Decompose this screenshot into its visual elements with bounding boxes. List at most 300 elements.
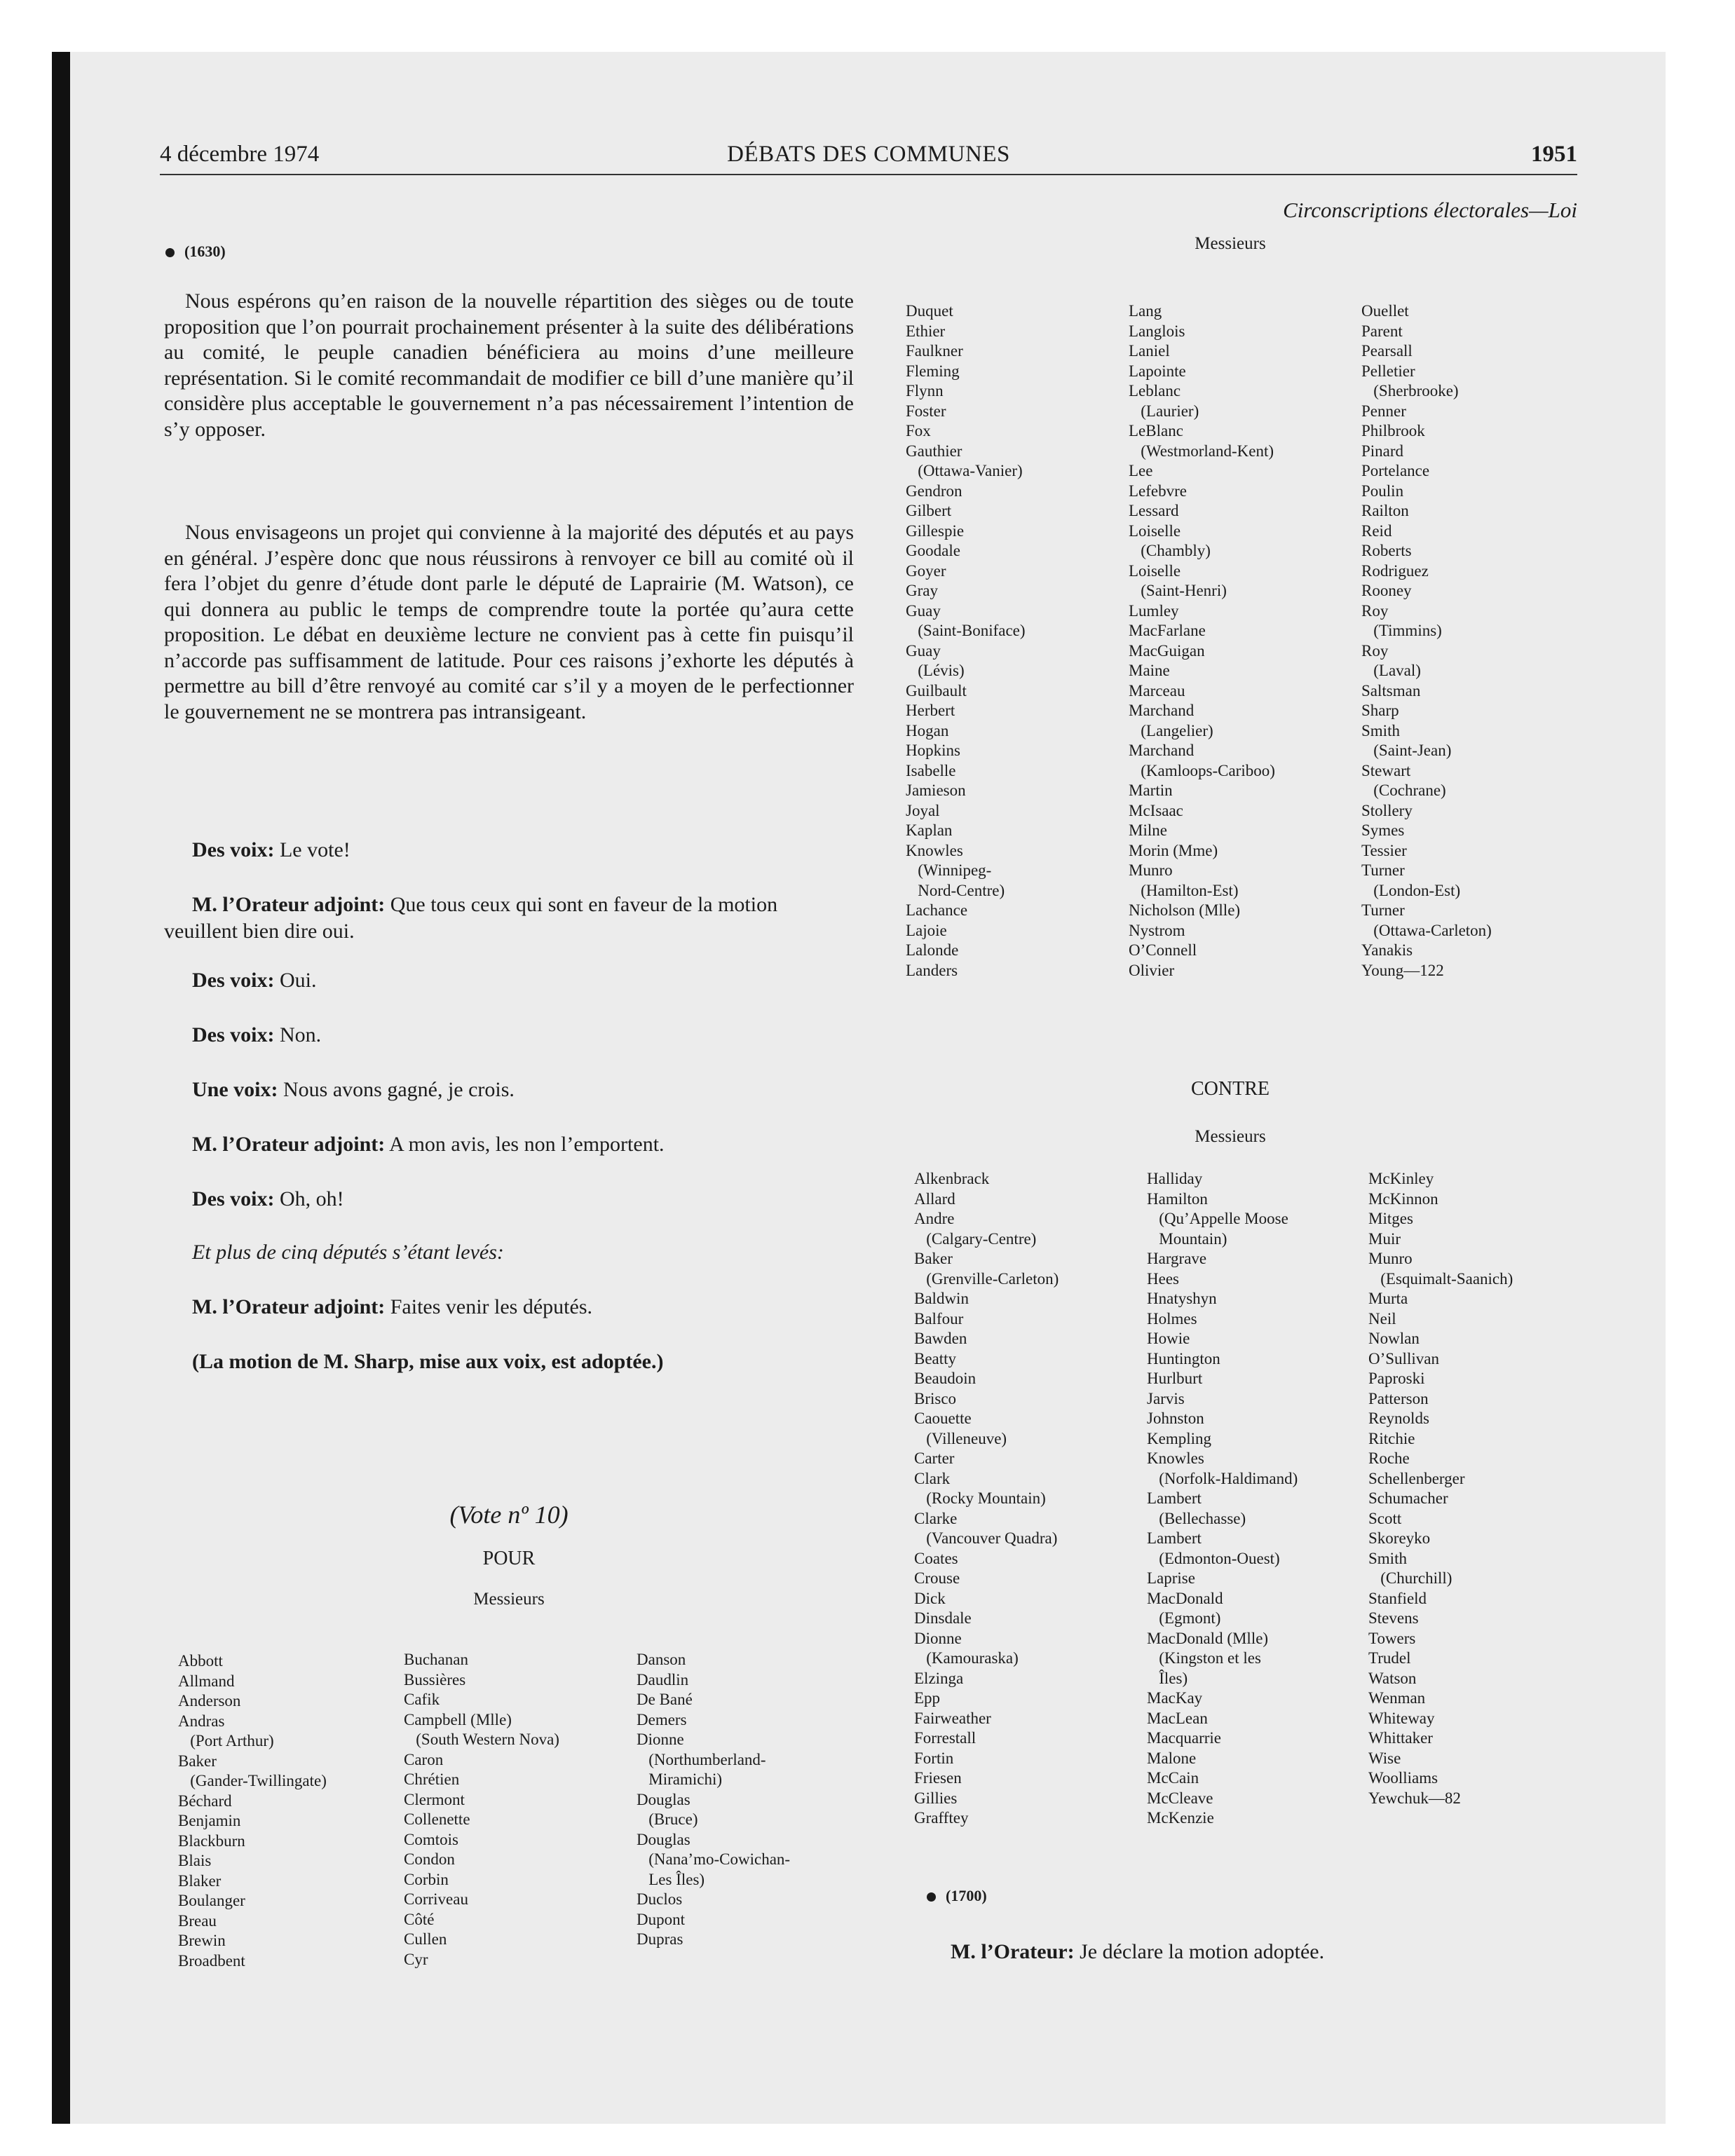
member-name: Duclos	[637, 1890, 683, 1908]
member-name: Bawden	[914, 1330, 967, 1347]
member-name: Les Îles)	[637, 1870, 705, 1888]
member-name: (Esquimalt-Saanich)	[1368, 1269, 1513, 1288]
member-name: (Saint-Henri)	[1129, 582, 1227, 599]
member-name: Andras	[178, 1712, 225, 1730]
paragraph-1: Nous espérons qu’en raison de la nouvelle répartition des sièges ou de toute proposition que l’on pourrait prochainement présenter à la suite des délibérations au comité, le peuple canadien bénéficiera au moins d’une meilleure représentation. Si le comité recommandait de modifier ce bill d’une manière qu’il considère plus acceptable le gouvernement n’a pas nécessairement l’intention de s’y opposer.	[164, 289, 854, 441]
member-name: LeBlanc	[1129, 422, 1183, 439]
member-name: Philbrook	[1361, 422, 1425, 439]
member-name: Baker	[178, 1752, 217, 1770]
member-name: Goodale	[906, 542, 960, 559]
member-name: Stanfield	[1368, 1589, 1427, 1607]
member-name: O’Sullivan	[1368, 1349, 1439, 1367]
member-name: Anderson	[178, 1692, 241, 1710]
member-name: (Sherbrooke)	[1361, 382, 1459, 400]
member-name: Roy	[1361, 601, 1389, 620]
member-name: Andre	[914, 1210, 955, 1227]
pour-label: POUR	[482, 1548, 536, 1569]
member-name: Douglas	[637, 1790, 690, 1808]
member-name: Landers	[906, 961, 958, 979]
member-name: (Saint-Boniface)	[906, 622, 1026, 639]
header-date: 4 décembre 1974	[160, 142, 320, 167]
speaker: M. l’Orateur adjoint:	[192, 1295, 386, 1318]
member-name: Scott	[1368, 1509, 1402, 1527]
bullet-icon	[927, 1892, 936, 1902]
member-name: Dupras	[637, 1930, 683, 1948]
member-name: Young—122	[1361, 961, 1444, 979]
member-name: Nystrom	[1129, 921, 1185, 939]
member-name: Chrétien	[404, 1770, 460, 1788]
member-name: Munro	[1129, 861, 1173, 879]
member-name: Grafftey	[914, 1809, 969, 1827]
member-name: Paproski	[1368, 1370, 1425, 1387]
member-name: Roberts	[1361, 542, 1412, 559]
member-name: (Hamilton-Est)	[1129, 881, 1239, 899]
member-name: Jamieson	[906, 782, 966, 799]
exchange-2	[164, 892, 854, 945]
member-name: Poulin	[1361, 482, 1404, 500]
member-name: Loiselle	[1129, 521, 1181, 540]
member-name: MacFarlane	[1129, 622, 1206, 639]
member-name: Dinsdale	[914, 1609, 972, 1627]
member-name: Holmes	[1147, 1309, 1197, 1328]
member-name: Laprise	[1147, 1569, 1195, 1587]
member-name: Isabelle	[906, 761, 956, 779]
speech-text: A mon avis, les non l’emportent.	[385, 1133, 665, 1156]
member-name: Baldwin	[914, 1290, 969, 1307]
member-name: Smith	[1361, 721, 1400, 739]
paragraph-2: Nous envisageons un projet qui convienne à la majorité des députés et au pays en général. J’espère donc que nous réussirons à renvoyer ce bill au comité où il fera l’objet du genre d’étude dont parle le député de Laprairie (M. Watson), ce qui donnera au public le temps de comprendre toute la portée qu’aura cette proposition. Le débat en deuxième lecture ne convient pas à cette fin puisqu’il n’accorde pas suffisamment de latitude. Pour ces raisons j’exhorte les députés à permettre au bill d’être renvoyé au comité car s’il y a moyen de le perfectionner le gouvernement ne se montrera pas intransigeant.	[164, 521, 854, 723]
member-name: Buchanan	[404, 1651, 468, 1668]
speaker: M. l’Orateur adjoint:	[192, 1133, 386, 1156]
member-name: (South Western Nova)	[404, 1731, 559, 1748]
member-name: Penner	[1361, 402, 1406, 420]
member-name: Côté	[404, 1910, 435, 1928]
timestamp-text: (1630)	[184, 243, 226, 260]
pour-names-col3	[637, 1650, 790, 1950]
member-name: Langlois	[1129, 322, 1185, 340]
pour-names-col4	[906, 301, 1026, 981]
member-name: Brewin	[178, 1932, 226, 1949]
member-name: Fleming	[906, 362, 960, 380]
member-name: Fox	[906, 422, 931, 439]
member-name: Lessard	[1129, 502, 1179, 519]
stage-direction-text: Et plus de cinq députés s’étant levés:	[192, 1241, 504, 1264]
member-name: (London-Est)	[1361, 881, 1461, 899]
member-name: (Langelier)	[1129, 721, 1213, 739]
member-name: Guay	[906, 601, 941, 620]
member-name: (Villeneuve)	[914, 1429, 1007, 1447]
member-name: Lumley	[1129, 601, 1179, 620]
member-name: Guilbault	[906, 681, 967, 700]
speaker: M. l’Orateur:	[951, 1940, 1075, 1963]
member-name: Railton	[1361, 502, 1409, 519]
member-name: Gillies	[914, 1789, 958, 1807]
member-name: (Ottawa-Vanier)	[906, 462, 1023, 479]
member-name: (Nana’mo-Cowichan-	[637, 1850, 791, 1868]
member-name: Maine	[1129, 662, 1170, 679]
member-name: Watson	[1368, 1669, 1417, 1687]
member-name: Saltsman	[1361, 681, 1421, 700]
member-name: Danson	[637, 1651, 686, 1668]
pour-names-col6	[1361, 301, 1492, 981]
member-name: Portelance	[1361, 462, 1430, 479]
exchange-5	[164, 1077, 854, 1103]
member-name: (Timmins)	[1361, 622, 1442, 639]
member-name: Forrestall	[914, 1729, 977, 1747]
member-name: Trudel	[1368, 1649, 1411, 1667]
member-name: Lapointe	[1129, 362, 1186, 380]
member-name: (Vancouver Quadra)	[914, 1529, 1058, 1547]
member-name: (Kamouraska)	[914, 1649, 1019, 1667]
header-title: DÉBATS DES COMMUNES	[727, 142, 1010, 167]
member-name: Lambert	[1147, 1489, 1202, 1507]
member-name: Lalonde	[906, 941, 959, 959]
member-name: Turner	[1361, 861, 1405, 879]
member-name: Reid	[1361, 521, 1392, 540]
member-name: Clermont	[404, 1790, 465, 1808]
member-name: Leblanc	[1129, 382, 1181, 400]
member-name: Caron	[404, 1750, 444, 1768]
page-header	[160, 142, 1577, 175]
member-name: (Winnipeg-	[906, 861, 992, 879]
header-rule	[160, 174, 1577, 175]
member-name: Smith	[1368, 1549, 1407, 1567]
member-name: Crouse	[914, 1569, 960, 1587]
member-name: MacKay	[1147, 1689, 1203, 1707]
member-name: Schellenberger	[1368, 1469, 1465, 1487]
member-name: (Gander-Twillingate)	[178, 1772, 327, 1789]
member-name: (Kamloops-Cariboo)	[1129, 761, 1275, 779]
member-name: Friesen	[914, 1769, 962, 1787]
timestamp-1700	[927, 1887, 987, 1905]
member-name: Dick	[914, 1589, 946, 1607]
member-name: Lefebvre	[1129, 482, 1187, 500]
member-name: Allmand	[178, 1672, 235, 1690]
member-name: Neil	[1368, 1309, 1396, 1328]
timestamp-1630	[165, 243, 226, 261]
exchange-7	[164, 1186, 854, 1213]
member-name: Hurlburt	[1147, 1370, 1203, 1387]
member-name: Coates	[914, 1549, 958, 1567]
member-name: Allard	[914, 1189, 955, 1208]
member-name: Symes	[1361, 821, 1405, 839]
contre-names-col2	[1147, 1169, 1298, 1829]
exchange-3	[164, 967, 854, 994]
member-name: Broadbent	[178, 1951, 245, 1970]
member-name: Cafik	[404, 1691, 440, 1708]
member-name: Fortin	[914, 1749, 954, 1767]
member-name: Mitges	[1368, 1210, 1413, 1227]
member-name: Morin (Mme)	[1129, 841, 1218, 859]
member-name: Pinard	[1361, 442, 1404, 460]
member-name: Douglas	[637, 1830, 690, 1848]
member-name: Carter	[914, 1449, 955, 1467]
member-name: Comtois	[404, 1830, 458, 1848]
member-name: McIsaac	[1129, 801, 1183, 819]
member-name: Parent	[1361, 322, 1403, 340]
page-number: 1951	[1531, 142, 1577, 167]
member-name: (Laurier)	[1129, 402, 1199, 420]
member-name: (Kingston et les	[1147, 1649, 1261, 1667]
member-name: Marceau	[1129, 681, 1185, 700]
member-name: Stewart	[1361, 761, 1411, 779]
member-name: Milne	[1129, 821, 1167, 839]
member-name: Ouellet	[1361, 302, 1409, 320]
contre-names-col3	[1368, 1169, 1513, 1808]
member-name: Yewchuk—82	[1368, 1789, 1461, 1807]
member-name: Hnatyshyn	[1147, 1290, 1217, 1307]
member-name: Martin	[1129, 782, 1173, 799]
speech-text: Le vote!	[274, 838, 351, 861]
member-name: Flynn	[906, 382, 944, 400]
member-name: Beatty	[914, 1349, 957, 1367]
member-name: Kempling	[1147, 1429, 1211, 1447]
member-name: Miramichi)	[637, 1770, 722, 1788]
member-name: Dionne	[637, 1731, 684, 1748]
member-name: Jarvis	[1147, 1389, 1185, 1407]
member-name: Corriveau	[404, 1890, 468, 1908]
member-name: (Bruce)	[637, 1810, 698, 1828]
member-name: (Westmorland-Kent)	[1129, 442, 1274, 460]
member-name: Marchand	[1129, 742, 1195, 759]
member-name: Hogan	[906, 721, 949, 739]
speaker: Des voix:	[192, 1187, 275, 1210]
member-name: Rooney	[1361, 582, 1412, 599]
member-name: Stevens	[1368, 1609, 1419, 1627]
member-name: Brisco	[914, 1389, 957, 1407]
bullet-icon	[165, 248, 175, 257]
member-name: Lajoie	[906, 921, 947, 939]
member-name: Foster	[906, 402, 946, 420]
member-name: Woolliams	[1368, 1769, 1438, 1787]
member-name: MacDonald	[1147, 1589, 1223, 1607]
member-name: Hees	[1147, 1269, 1179, 1288]
member-name: Knowles	[906, 841, 963, 859]
member-name: Gilbert	[906, 502, 952, 519]
member-name: Yanakis	[1361, 941, 1413, 959]
speaker: Des voix:	[192, 969, 275, 992]
member-name: McCain	[1147, 1769, 1199, 1787]
member-name: Lang	[1129, 302, 1162, 320]
scan-edge	[52, 52, 70, 2124]
member-name: Fairweather	[914, 1709, 991, 1727]
member-name: Dionne	[914, 1629, 962, 1647]
member-name: (Saint-Jean)	[1361, 742, 1452, 759]
member-name: Munro	[1368, 1250, 1413, 1267]
member-name: (Egmont)	[1147, 1609, 1221, 1627]
member-name: (Cochrane)	[1361, 782, 1446, 799]
member-name: (Port Arthur)	[178, 1732, 274, 1749]
member-name: Wenman	[1368, 1689, 1426, 1707]
member-name: (Qu’Appelle Moose	[1147, 1210, 1288, 1227]
member-name: Nord-Centre)	[906, 881, 1005, 899]
member-name: Bussières	[404, 1670, 466, 1688]
member-name: MacLean	[1147, 1709, 1208, 1727]
member-name: Corbin	[404, 1870, 449, 1888]
member-name: Gillespie	[906, 521, 965, 540]
member-name: Cullen	[404, 1930, 447, 1948]
member-name: Macquarrie	[1147, 1729, 1221, 1747]
member-name: Olivier	[1129, 961, 1175, 979]
contre-label: CONTRE	[1191, 1078, 1270, 1100]
member-name: Howie	[1147, 1330, 1190, 1347]
member-name: Marchand	[1129, 702, 1195, 719]
member-name: McKinnon	[1368, 1189, 1438, 1208]
member-name: Condon	[404, 1850, 455, 1868]
member-name: MacDonald (Mlle)	[1147, 1629, 1269, 1647]
member-name: Dupont	[637, 1910, 685, 1928]
member-name: Wise	[1368, 1749, 1401, 1767]
member-name: Roy	[1361, 641, 1389, 660]
member-name: Alkenbrack	[914, 1170, 990, 1187]
member-name: Collenette	[404, 1810, 470, 1828]
member-name: Roche	[1368, 1449, 1410, 1467]
speaker: M. l’Orateur adjoint:	[192, 893, 386, 916]
member-name: Lambert	[1147, 1529, 1202, 1547]
member-name: McKenzie	[1147, 1809, 1214, 1827]
speech-text: Nous avons gagné, je crois.	[278, 1078, 515, 1101]
member-name: Goyer	[906, 561, 946, 580]
member-name: (Grenville-Carleton)	[914, 1269, 1059, 1288]
member-name: (Laval)	[1361, 662, 1421, 679]
member-name: O’Connell	[1129, 941, 1197, 959]
member-name: Towers	[1368, 1629, 1416, 1647]
member-name: Laniel	[1129, 342, 1170, 360]
right-messieurs-label: Messieurs	[1195, 234, 1266, 253]
member-name: Knowles	[1147, 1449, 1204, 1467]
member-name: Joyal	[906, 801, 940, 819]
member-name: Elzinga	[914, 1669, 964, 1687]
member-name: Ritchie	[1368, 1429, 1415, 1447]
exchange-4	[164, 1022, 854, 1049]
member-name: Lee	[1129, 462, 1153, 479]
member-name: Boulanger	[178, 1892, 245, 1909]
member-name: Daudlin	[637, 1670, 689, 1688]
member-name: (Bellechasse)	[1147, 1509, 1246, 1527]
member-name: Stollery	[1361, 801, 1413, 819]
speech-text: Faites venir les députés.	[385, 1295, 593, 1318]
member-name: MacGuigan	[1129, 641, 1205, 660]
contre-messieurs-label: Messieurs	[1195, 1127, 1266, 1146]
member-name: Epp	[914, 1689, 941, 1707]
member-name: Whittaker	[1368, 1729, 1433, 1747]
member-name: Hamilton	[1147, 1189, 1208, 1208]
member-name: Lachance	[906, 901, 968, 919]
member-name: Nowlan	[1368, 1330, 1420, 1347]
contre-names-col1	[914, 1169, 1059, 1829]
member-name: (Edmonton-Ouest)	[1147, 1549, 1280, 1567]
closing-statement	[918, 1939, 1577, 1965]
member-name: (Norfolk-Haldimand)	[1147, 1469, 1298, 1487]
member-name: Loiselle	[1129, 561, 1181, 580]
member-name: (Lévis)	[906, 662, 965, 679]
member-name: Îles)	[1147, 1669, 1188, 1687]
member-name: Huntington	[1147, 1349, 1220, 1367]
speaker: Des voix:	[192, 1023, 275, 1046]
member-name: Breau	[178, 1911, 217, 1930]
exchange-8	[164, 1294, 854, 1321]
member-name: Gray	[906, 582, 938, 599]
stage-direction	[164, 1239, 854, 1266]
motion-result: (La motion de M. Sharp, mise aux voix, est adoptée.)	[192, 1350, 664, 1373]
member-name: Blais	[178, 1852, 212, 1869]
member-name: Reynolds	[1368, 1410, 1429, 1427]
member-name: Cyr	[404, 1950, 428, 1968]
member-name: (Rocky Mountain)	[914, 1489, 1046, 1507]
member-name: Hopkins	[906, 742, 960, 759]
member-name: Guay	[906, 641, 941, 660]
speech-text: Oui.	[274, 969, 317, 992]
member-name: Schumacher	[1368, 1489, 1448, 1507]
member-name: Béchard	[178, 1792, 232, 1810]
pour-names-col2	[404, 1650, 559, 1970]
member-name: Beaudoin	[914, 1370, 977, 1387]
member-name: Mountain)	[1147, 1229, 1227, 1248]
member-name: (Churchill)	[1368, 1569, 1452, 1587]
member-name: Balfour	[914, 1309, 964, 1328]
member-name: Halliday	[1147, 1170, 1203, 1187]
member-name: Kaplan	[906, 821, 953, 839]
member-name: (Ottawa-Carleton)	[1361, 921, 1492, 939]
member-name: Gauthier	[906, 442, 962, 460]
vote-title: (Vote nº 10)	[449, 1501, 569, 1529]
member-name: Blackburn	[178, 1831, 245, 1850]
member-name: Gendron	[906, 482, 962, 500]
member-name: Abbott	[178, 1652, 223, 1670]
member-name: Campbell (Mlle)	[404, 1710, 512, 1728]
member-name: McCleave	[1147, 1789, 1213, 1807]
member-name: Clark	[914, 1469, 951, 1487]
member-name: Skoreyko	[1368, 1529, 1431, 1547]
speaker: Des voix:	[192, 838, 275, 861]
speech-text: Que tous ceux qui sont en faveur de la motion veuillent bien dire oui.	[164, 893, 778, 943]
member-name: Turner	[1361, 901, 1405, 919]
member-name: McKinley	[1368, 1170, 1434, 1187]
member-name: Whiteway	[1368, 1709, 1435, 1727]
member-name: Sharp	[1361, 702, 1399, 719]
speaker: Une voix:	[192, 1078, 278, 1101]
pour-names-col5	[1129, 301, 1275, 981]
member-name: Hargrave	[1147, 1250, 1207, 1267]
member-name: De Bané	[637, 1691, 693, 1708]
member-name: Demers	[637, 1710, 687, 1728]
timestamp-text: (1700)	[946, 1887, 987, 1904]
exchange-6	[164, 1131, 854, 1158]
member-name: Murta	[1368, 1290, 1408, 1307]
member-name: Pelletier	[1361, 362, 1415, 380]
member-name: Duquet	[906, 302, 953, 320]
member-name: Johnston	[1147, 1410, 1204, 1427]
speech-text: Non.	[274, 1023, 322, 1046]
member-name: Pearsall	[1361, 342, 1413, 360]
member-name: Malone	[1147, 1749, 1197, 1767]
member-name: Tessier	[1361, 841, 1407, 859]
pour-messieurs-label: Messieurs	[473, 1590, 545, 1609]
speech-text: Oh, oh!	[274, 1187, 344, 1210]
pour-names-col1	[178, 1651, 327, 1971]
member-name: Benjamin	[178, 1812, 241, 1829]
member-name: (Calgary-Centre)	[914, 1229, 1037, 1248]
member-name: Herbert	[906, 702, 955, 719]
member-name: Blaker	[178, 1871, 222, 1890]
member-name: Faulkner	[906, 342, 963, 360]
member-name: Baker	[914, 1250, 953, 1267]
speech-text: Je déclare la motion adoptée.	[1074, 1940, 1325, 1963]
member-name: Rodriguez	[1361, 561, 1429, 580]
member-name: Patterson	[1368, 1389, 1429, 1407]
member-name: (Chambly)	[1129, 542, 1211, 559]
member-name: Caouette	[914, 1410, 972, 1427]
